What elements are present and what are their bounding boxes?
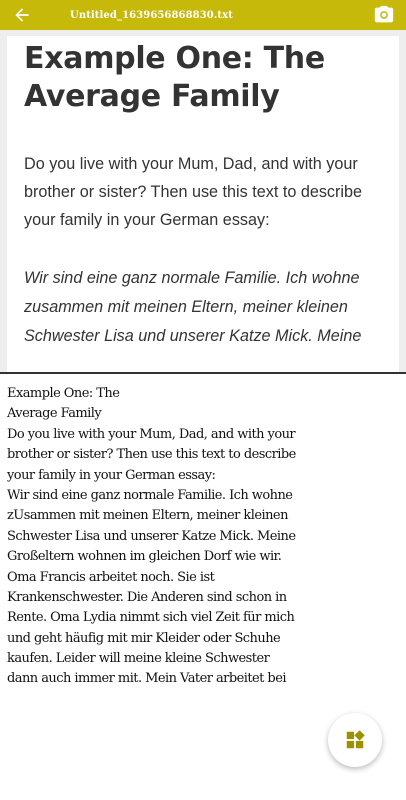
file-name-title: Untitled_1639656868830.txt — [70, 9, 233, 21]
dashboard-icon — [344, 729, 366, 751]
image-paragraph-line: your family in your German essay: — [24, 211, 270, 229]
image-paragraph-line: Do you live with your Mum, Dad, and with your — [24, 155, 358, 173]
back-button[interactable] — [0, 0, 44, 30]
image-german-line: zusammen mit meinen Eltern, meiner kleinen — [24, 298, 348, 316]
panel-divider — [0, 372, 406, 374]
extracted-line: kaufen. Leider will meine kleine Schwester — [7, 651, 270, 667]
extracted-line: Wir sind eine ganz normale Familie. Ich wohne — [7, 487, 293, 503]
extracted-line: Großeltern wohnen im gleichen Dorf wie wir. — [7, 549, 282, 565]
image-title — [24, 40, 384, 116]
extracted-line: und geht häufig mit mir Kleider oder Schuhe — [7, 630, 281, 646]
image-title-line: Average Family — [24, 79, 280, 114]
source-image-panel[interactable] — [0, 30, 406, 372]
source-image — [7, 36, 399, 372]
extracted-line: Average Family — [7, 406, 102, 422]
image-german-text — [24, 264, 399, 351]
app-bar — [0, 0, 406, 30]
camera-icon — [373, 4, 395, 26]
image-german-line: Wir sind eine ganz normale Familie. Ich wohne — [24, 269, 360, 287]
image-paragraph — [24, 150, 394, 234]
image-title-line: Example One: The — [24, 41, 325, 76]
camera-button[interactable] — [372, 3, 396, 27]
extracted-line: zUsammen mit meinen Eltern, meiner kleinen — [7, 508, 288, 524]
actions-fab-button[interactable] — [328, 713, 382, 767]
arrow-left-icon — [12, 5, 32, 25]
extracted-line: Example One: The — [7, 386, 120, 401]
extracted-line: brother or sister? Then use this text to describe — [7, 447, 296, 463]
extracted-line: Oma Francis arbeitet noch. Sie ist — [7, 569, 215, 585]
extracted-text[interactable] — [7, 384, 402, 690]
image-paragraph-line: brother or sister? Then use this text to describe — [24, 183, 363, 201]
extracted-line: your family in your German essay: — [7, 467, 216, 483]
extracted-line: Schwester Lisa und unserer Katze Mick. Meine — [7, 528, 296, 544]
extracted-line: dann auch immer mit. Mein Vater arbeitet bei — [7, 671, 286, 687]
extracted-line: Krankenschwester. Die Anderen sind schon in — [7, 589, 287, 605]
extracted-line: Do you live with your Mum, Dad, and with your — [7, 426, 296, 442]
image-german-line: Schwester Lisa und unserer Katze Mick. Meine — [24, 327, 362, 345]
extracted-line: Rente. Oma Lydia nimmt sich viel Zeit für mich — [7, 610, 295, 626]
